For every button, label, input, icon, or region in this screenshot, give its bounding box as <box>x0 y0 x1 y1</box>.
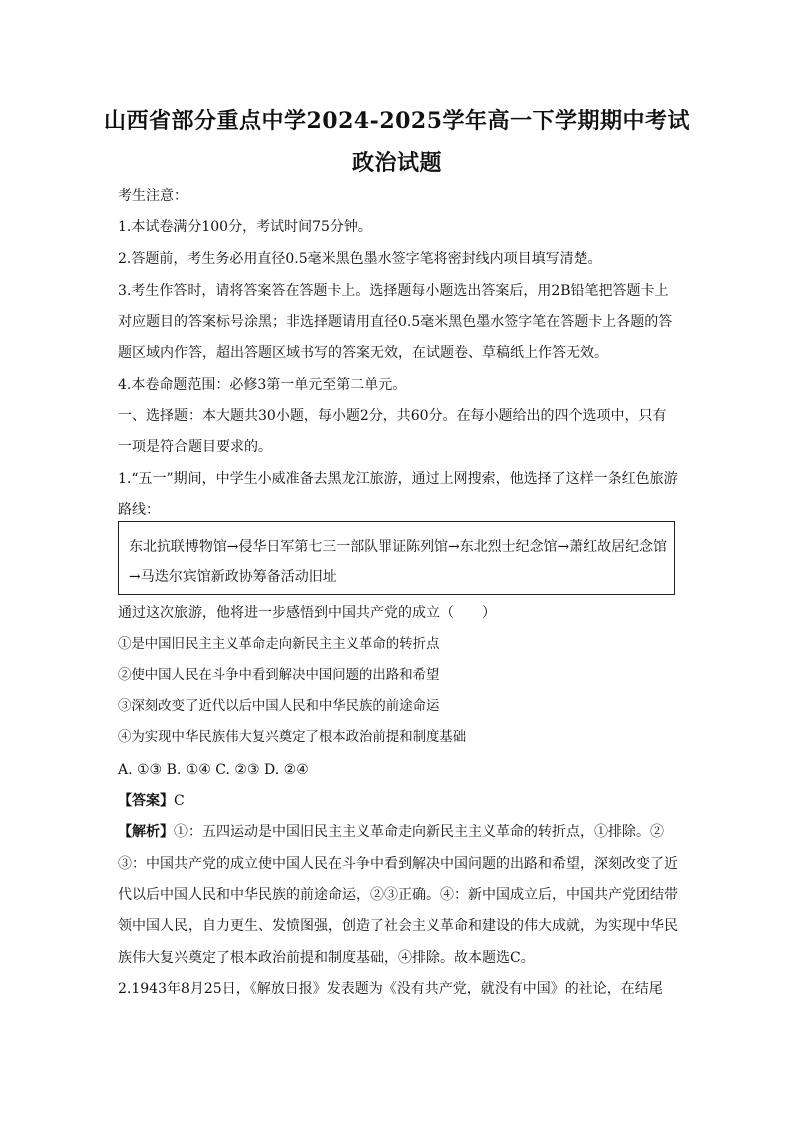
notice-item-1: 1.本试卷满分100分，考试时间75分钟。 <box>118 219 372 235</box>
notice-item-3b: 对应题目的答案标号涂黑；非选择题请用直径0.5毫米黑色墨水签字笔在答题卡上各题的答 <box>118 314 673 330</box>
q1-stem-a: 1.“五一”期间，中学生小威准备去黑龙江旅游，通过上网搜索，他选择了这样一条红色旅游 <box>118 471 678 487</box>
analysis-label: 【解析】 <box>118 824 174 840</box>
q1-answer <box>118 792 185 810</box>
q1-analysis-d: 领中国人民，自力更生、发愤图强，创造了社会主义革命和建设的伟大成就，为实现中华民 <box>118 918 678 934</box>
section-intro-a: 一、选择题：本大题共30小题，每小题2分，共60分。在每小题给出的四个选项中，只有 <box>118 408 667 424</box>
q1-analysis-e: 族伟大复兴奠定了根本政治前提和制度基础，④排除。故本题选C。 <box>118 950 535 966</box>
q1-analysis-b: ③：中国共产党的成立使中国人民在斗争中看到解决中国问题的出路和希望，深刻改变了近 <box>118 856 678 872</box>
notice-item-2: 2.答题前，考生务必用直径0.5毫米黑色墨水签字笔将密封线内项目填写清楚。 <box>118 251 602 267</box>
notice-item-3c: 题区域内作答，超出答题区域书写的答案无效，在试题卷、草稿纸上作答无效。 <box>118 345 608 361</box>
q1-stem-b: 路线： <box>118 502 160 518</box>
section-intro-b: 一项是符合题目要求的。 <box>118 439 272 455</box>
q1-option-2: ②使中国人民在斗争中看到解决中国问题的出路和希望 <box>118 668 440 683</box>
q1-analysis-c: 代以后中国人民和中华民族的前途命运，②③正确。④：新中国成立后，中国共产党团结带 <box>118 887 678 903</box>
answer-value: C <box>174 793 185 809</box>
exam-subject-title: 政治试题 <box>351 150 442 176</box>
q1-option-3: ③深刻改变了近代以后中国人民和中华民族的前途命运 <box>118 699 440 714</box>
q1-route-box <box>118 521 675 595</box>
exam-title: 山西省部分重点中学2024-2025学年高一下学期期中考试 <box>103 108 691 134</box>
notice-heading: 考生注意： <box>118 188 188 204</box>
q1-option-1: ①是中国旧民主主义革命走向新民主主义革命的转折点 <box>118 637 440 652</box>
answer-label: 【答案】 <box>118 793 174 809</box>
q1-choices: A. ①③ B. ①④ C. ②③ D. ②④ <box>118 762 309 778</box>
q1-option-4: ④为实现中华民族伟大复兴奠定了根本政治前提和制度基础 <box>118 730 467 745</box>
analysis-text-a: ①：五四运动是中国旧民主主义革命走向新民主主义革命的转折点，①排除。② <box>174 824 664 840</box>
q1-question: 通过这次旅游，他将进一步感悟到中国共产党的成立（ ） <box>118 605 496 621</box>
q1-analysis-a <box>118 823 664 841</box>
q1-route-line-a: 东北抗联博物馆→侵华日军第七三一部队罪证陈列馆→东北烈士纪念馆→萧红故居纪念馆 <box>129 539 668 555</box>
notice-item-3a: 3.考生作答时，请将答案答在答题卡上。选择题每小题选出答案后，用2B铅笔把答题卡上 <box>118 283 669 299</box>
q1-route-line-b: →马迭尔宾馆新政协筹备活动旧址 <box>129 569 337 585</box>
q2-stem-a: 2.1943年8月25日，《解放日报》发表题为《没有共产党，就没有中国》的社论，在结尾 <box>118 981 663 997</box>
notice-item-4: 4.本卷命题范围：必修3第一单元至第二单元。 <box>118 377 407 393</box>
